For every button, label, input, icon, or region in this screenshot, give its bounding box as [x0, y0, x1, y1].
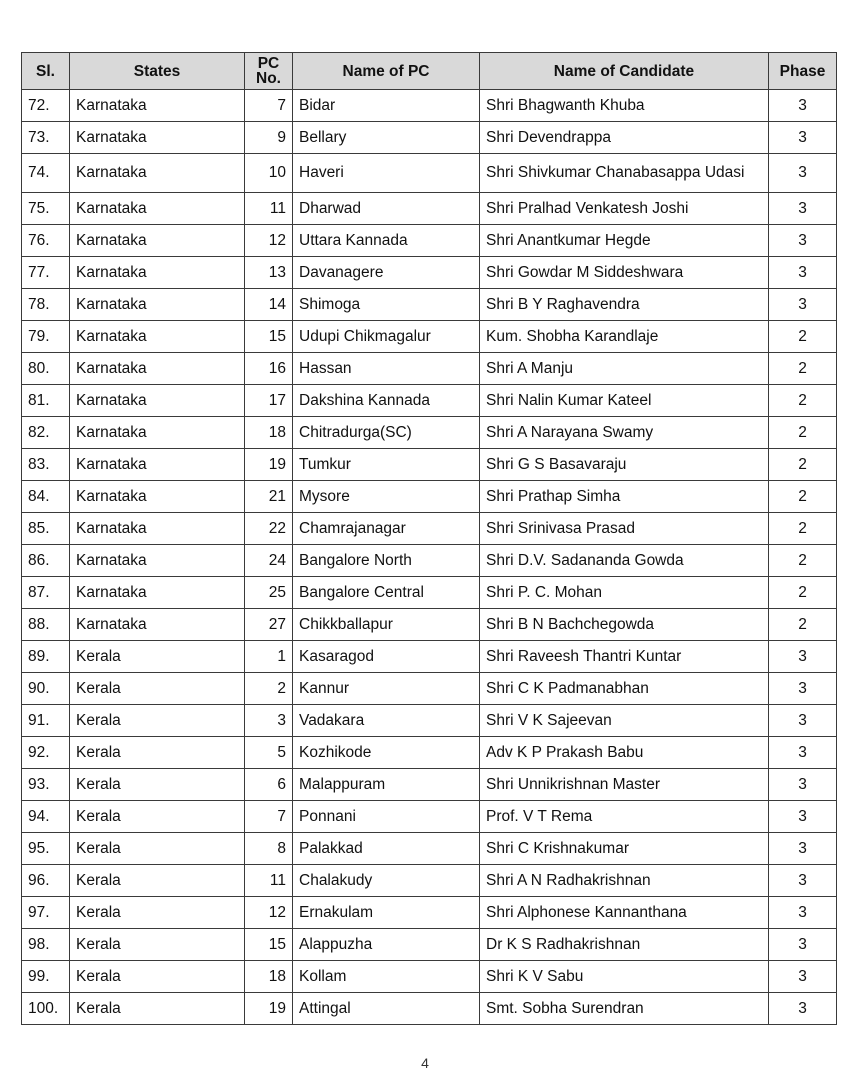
header-name-of-candidate: Name of Candidate [480, 53, 769, 90]
cell-phase: 2 [769, 385, 837, 417]
table-row [22, 737, 837, 769]
cell-candidate: Shri Alphonese Kannanthana [480, 897, 769, 929]
cell-pc-name: Chikkballapur [293, 609, 480, 641]
cell-sl: 80. [22, 353, 70, 385]
cell-pc-name: Tumkur [293, 449, 480, 481]
cell-sl: 75. [22, 193, 70, 225]
table-row [22, 801, 837, 833]
cell-pc-no: 22 [245, 513, 293, 545]
cell-phase: 2 [769, 353, 837, 385]
cell-pc-name: Malappuram [293, 769, 480, 801]
cell-sl: 85. [22, 513, 70, 545]
cell-phase: 3 [769, 897, 837, 929]
cell-sl: 94. [22, 801, 70, 833]
cell-pc-name: Vadakara [293, 705, 480, 737]
cell-phase: 3 [769, 289, 837, 321]
table-row [22, 705, 837, 737]
cell-state: Karnataka [70, 481, 245, 513]
cell-state: Kerala [70, 961, 245, 993]
cell-state: Kerala [70, 865, 245, 897]
cell-pc-no: 21 [245, 481, 293, 513]
cell-pc-no: 16 [245, 353, 293, 385]
table-row [22, 865, 837, 897]
cell-state: Karnataka [70, 449, 245, 481]
cell-state: Kerala [70, 641, 245, 673]
table-row [22, 122, 837, 154]
cell-pc-no: 19 [245, 449, 293, 481]
cell-pc-no: 11 [245, 193, 293, 225]
header-name-of-pc: Name of PC [293, 53, 480, 90]
cell-sl: 88. [22, 609, 70, 641]
cell-phase: 2 [769, 417, 837, 449]
cell-sl: 98. [22, 929, 70, 961]
cell-sl: 90. [22, 673, 70, 705]
cell-phase: 2 [769, 609, 837, 641]
cell-phase: 2 [769, 481, 837, 513]
cell-pc-name: Chitradurga(SC) [293, 417, 480, 449]
cell-state: Kerala [70, 993, 245, 1025]
cell-pc-no: 15 [245, 321, 293, 353]
cell-phase: 3 [769, 257, 837, 289]
table-row [22, 417, 837, 449]
cell-pc-name: Hassan [293, 353, 480, 385]
cell-state: Karnataka [70, 193, 245, 225]
cell-state: Karnataka [70, 289, 245, 321]
cell-sl: 100. [22, 993, 70, 1025]
cell-pc-name: Chalakudy [293, 865, 480, 897]
cell-candidate: Shri B Y Raghavendra [480, 289, 769, 321]
table-row [22, 385, 837, 417]
cell-candidate: Shri Gowdar M Siddeshwara [480, 257, 769, 289]
cell-candidate: Shri K V Sabu [480, 961, 769, 993]
cell-state: Karnataka [70, 257, 245, 289]
cell-state: Karnataka [70, 225, 245, 257]
table-row [22, 673, 837, 705]
cell-pc-no: 18 [245, 417, 293, 449]
cell-candidate: Shri A N Radhakrishnan [480, 865, 769, 897]
cell-candidate: Shri P. C. Mohan [480, 577, 769, 609]
cell-phase: 3 [769, 801, 837, 833]
cell-phase: 3 [769, 961, 837, 993]
candidates-table [21, 52, 837, 1025]
cell-candidate: Shri C K Padmanabhan [480, 673, 769, 705]
cell-phase: 3 [769, 929, 837, 961]
cell-sl: 89. [22, 641, 70, 673]
cell-pc-name: Haveri [293, 154, 480, 193]
cell-state: Kerala [70, 769, 245, 801]
cell-candidate: Shri D.V. Sadananda Gowda [480, 545, 769, 577]
cell-pc-name: Dharwad [293, 193, 480, 225]
cell-pc-no: 11 [245, 865, 293, 897]
cell-candidate: Shri G S Basavaraju [480, 449, 769, 481]
cell-pc-no: 10 [245, 154, 293, 193]
cell-sl: 73. [22, 122, 70, 154]
cell-phase: 3 [769, 865, 837, 897]
table-row [22, 289, 837, 321]
table-row [22, 513, 837, 545]
cell-state: Karnataka [70, 122, 245, 154]
table-row [22, 961, 837, 993]
cell-sl: 91. [22, 705, 70, 737]
cell-pc-no: 3 [245, 705, 293, 737]
cell-phase: 2 [769, 449, 837, 481]
cell-candidate: Dr K S Radhakrishnan [480, 929, 769, 961]
table-row [22, 193, 837, 225]
cell-pc-name: Bangalore Central [293, 577, 480, 609]
cell-sl: 92. [22, 737, 70, 769]
cell-pc-name: Kannur [293, 673, 480, 705]
cell-phase: 2 [769, 577, 837, 609]
cell-phase: 2 [769, 545, 837, 577]
table-row [22, 321, 837, 353]
cell-candidate: Shri Unnikrishnan Master [480, 769, 769, 801]
table-row [22, 154, 837, 193]
cell-sl: 78. [22, 289, 70, 321]
table-row [22, 225, 837, 257]
cell-pc-no: 18 [245, 961, 293, 993]
cell-phase: 3 [769, 705, 837, 737]
cell-sl: 97. [22, 897, 70, 929]
cell-pc-name: Mysore [293, 481, 480, 513]
cell-pc-no: 5 [245, 737, 293, 769]
cell-sl: 99. [22, 961, 70, 993]
cell-pc-name: Kollam [293, 961, 480, 993]
header-pc-no [245, 53, 293, 90]
cell-pc-name: Shimoga [293, 289, 480, 321]
cell-state: Karnataka [70, 90, 245, 122]
cell-state: Kerala [70, 801, 245, 833]
cell-pc-name: Davanagere [293, 257, 480, 289]
cell-pc-no: 24 [245, 545, 293, 577]
table-row [22, 353, 837, 385]
cell-sl: 82. [22, 417, 70, 449]
cell-candidate: Adv K P Prakash Babu [480, 737, 769, 769]
cell-state: Kerala [70, 705, 245, 737]
header-sl: Sl. [22, 53, 70, 90]
cell-phase: 2 [769, 321, 837, 353]
cell-candidate: Shri Prathap Simha [480, 481, 769, 513]
cell-phase: 2 [769, 513, 837, 545]
cell-pc-no: 8 [245, 833, 293, 865]
cell-sl: 93. [22, 769, 70, 801]
table-row [22, 481, 837, 513]
cell-pc-name: Kasaragod [293, 641, 480, 673]
table-row [22, 545, 837, 577]
cell-phase: 3 [769, 993, 837, 1025]
cell-pc-no: 12 [245, 225, 293, 257]
cell-candidate: Shri A Narayana Swamy [480, 417, 769, 449]
table-row [22, 769, 837, 801]
cell-pc-name: Bellary [293, 122, 480, 154]
cell-state: Karnataka [70, 577, 245, 609]
cell-state: Karnataka [70, 353, 245, 385]
cell-candidate: Prof. V T Rema [480, 801, 769, 833]
cell-pc-no: 2 [245, 673, 293, 705]
cell-pc-no: 17 [245, 385, 293, 417]
cell-pc-no: 19 [245, 993, 293, 1025]
page-number: 4 [421, 1055, 429, 1071]
cell-candidate: Shri Raveesh Thantri Kuntar [480, 641, 769, 673]
cell-state: Karnataka [70, 154, 245, 193]
table-row [22, 993, 837, 1025]
cell-candidate: Shri Shivkumar Chanabasappa Udasi [480, 154, 769, 193]
cell-pc-no: 14 [245, 289, 293, 321]
table-row [22, 449, 837, 481]
cell-candidate: Shri Srinivasa Prasad [480, 513, 769, 545]
cell-pc-name: Ernakulam [293, 897, 480, 929]
cell-phase: 3 [769, 673, 837, 705]
cell-state: Karnataka [70, 321, 245, 353]
cell-pc-no: 7 [245, 801, 293, 833]
cell-state: Kerala [70, 929, 245, 961]
cell-phase: 3 [769, 641, 837, 673]
cell-pc-no: 7 [245, 90, 293, 122]
cell-candidate: Kum. Shobha Karandlaje [480, 321, 769, 353]
cell-state: Karnataka [70, 417, 245, 449]
cell-sl: 79. [22, 321, 70, 353]
cell-pc-name: Dakshina Kannada [293, 385, 480, 417]
cell-pc-no: 15 [245, 929, 293, 961]
cell-candidate: Shri Anantkumar Hegde [480, 225, 769, 257]
cell-phase: 3 [769, 154, 837, 193]
cell-pc-no: 1 [245, 641, 293, 673]
cell-phase: 3 [769, 122, 837, 154]
cell-state: Kerala [70, 897, 245, 929]
table-row [22, 641, 837, 673]
table-row [22, 897, 837, 929]
cell-candidate: Shri A Manju [480, 353, 769, 385]
cell-candidate: Shri Bhagwanth Khuba [480, 90, 769, 122]
table-header-row [22, 53, 837, 90]
cell-sl: 81. [22, 385, 70, 417]
cell-candidate: Shri Devendrappa [480, 122, 769, 154]
cell-pc-name: Bidar [293, 90, 480, 122]
cell-phase: 3 [769, 737, 837, 769]
cell-candidate: Smt. Sobha Surendran [480, 993, 769, 1025]
header-pc-no-line2: No. [256, 70, 281, 87]
cell-phase: 3 [769, 90, 837, 122]
cell-pc-name: Uttara Kannada [293, 225, 480, 257]
cell-candidate: Shri Nalin Kumar Kateel [480, 385, 769, 417]
table-row [22, 90, 837, 122]
cell-sl: 76. [22, 225, 70, 257]
cell-sl: 72. [22, 90, 70, 122]
cell-state: Karnataka [70, 513, 245, 545]
cell-pc-no: 25 [245, 577, 293, 609]
cell-sl: 77. [22, 257, 70, 289]
cell-candidate: Shri V K Sajeevan [480, 705, 769, 737]
table-row [22, 577, 837, 609]
table-row [22, 609, 837, 641]
cell-pc-no: 13 [245, 257, 293, 289]
cell-pc-name: Chamrajanagar [293, 513, 480, 545]
cell-sl: 84. [22, 481, 70, 513]
cell-state: Karnataka [70, 545, 245, 577]
cell-phase: 3 [769, 193, 837, 225]
cell-sl: 87. [22, 577, 70, 609]
cell-pc-name: Udupi Chikmagalur [293, 321, 480, 353]
table-row [22, 833, 837, 865]
header-states: States [70, 53, 245, 90]
cell-state: Kerala [70, 737, 245, 769]
cell-state: Kerala [70, 833, 245, 865]
header-pc-no-line1: PC [257, 55, 280, 72]
cell-pc-no: 9 [245, 122, 293, 154]
table-row [22, 257, 837, 289]
cell-state: Kerala [70, 673, 245, 705]
cell-candidate: Shri C Krishnakumar [480, 833, 769, 865]
table-row [22, 929, 837, 961]
cell-sl: 74. [22, 154, 70, 193]
cell-sl: 83. [22, 449, 70, 481]
cell-pc-no: 27 [245, 609, 293, 641]
cell-state: Karnataka [70, 609, 245, 641]
cell-sl: 96. [22, 865, 70, 897]
cell-phase: 3 [769, 833, 837, 865]
cell-phase: 3 [769, 225, 837, 257]
cell-pc-name: Ponnani [293, 801, 480, 833]
cell-candidate: Shri B N Bachchegowda [480, 609, 769, 641]
header-phase: Phase [769, 53, 837, 90]
cell-sl: 86. [22, 545, 70, 577]
cell-sl: 95. [22, 833, 70, 865]
cell-pc-name: Palakkad [293, 833, 480, 865]
cell-pc-no: 12 [245, 897, 293, 929]
cell-state: Karnataka [70, 385, 245, 417]
cell-candidate: Shri Pralhad Venkatesh Joshi [480, 193, 769, 225]
table-body [22, 90, 837, 1025]
cell-pc-name: Kozhikode [293, 737, 480, 769]
cell-pc-no: 6 [245, 769, 293, 801]
cell-phase: 3 [769, 769, 837, 801]
cell-pc-name: Alappuzha [293, 929, 480, 961]
cell-pc-name: Attingal [293, 993, 480, 1025]
cell-pc-name: Bangalore North [293, 545, 480, 577]
